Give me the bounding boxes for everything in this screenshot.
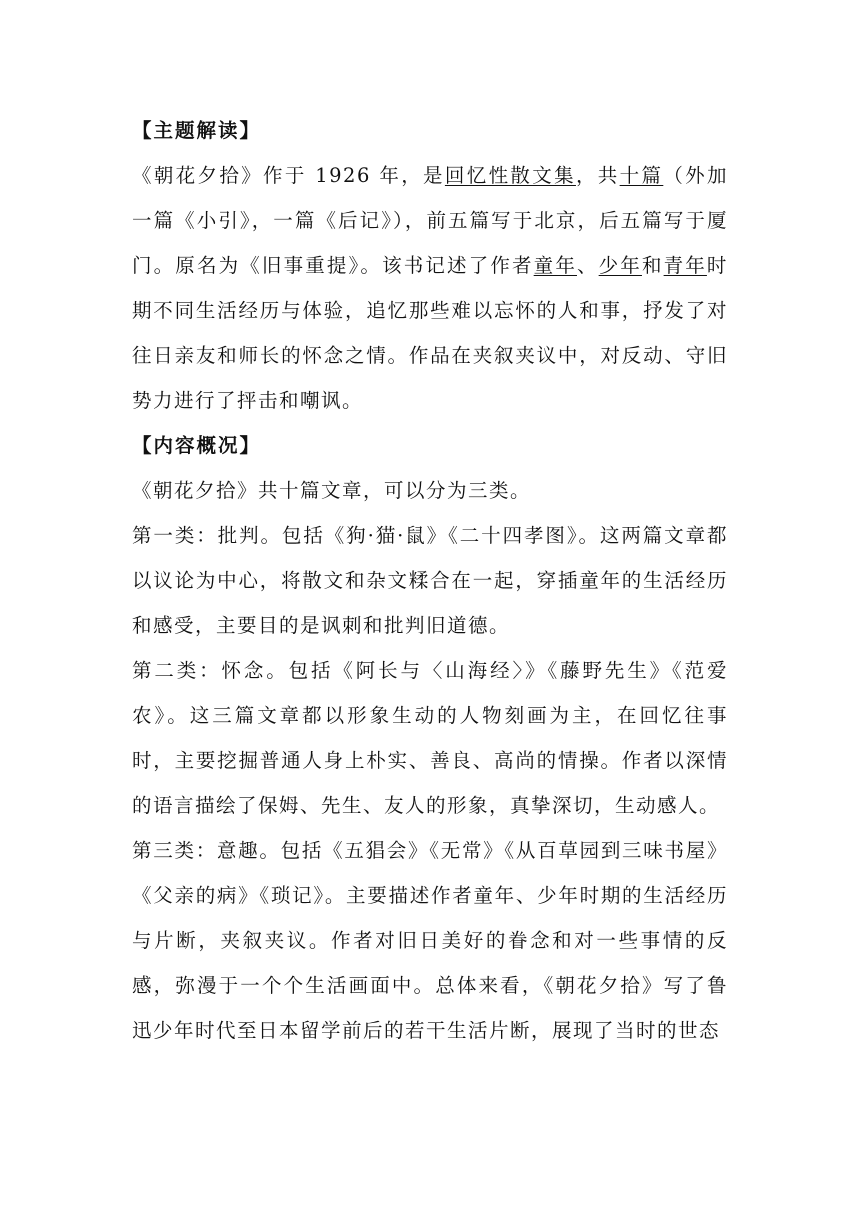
- text-run: 和: [641, 254, 664, 277]
- text-run: 时期不同生活经历与体验，追忆那些难以忘怀的人和事，抒发了对往日亲友和师长的怀念之情。作品在夹叙夹议中，对反动、守旧势力进行了抨击和嘲讽。: [132, 254, 728, 412]
- underlined-term: 回忆性散文集: [444, 164, 576, 187]
- section-heading-content: 【内容概况】: [132, 434, 262, 457]
- category-three-paragraph: 第三类：意趣。包括《五猖会》《无常》《从百草园到三味书屋》《父亲的病》《琐记》。主要描述作者童年、少年时期的生活经历与片断，夹叙夹议。作者对旧日美好的眷念和对一些事情的反感，弥漫于一个个生活画面中。总体来看，《朝花夕拾》写了鲁迅少年时代至日本留学前后的若干生活片断，展现了当时的世态: [132, 839, 728, 1042]
- text-run: ，共: [575, 164, 620, 187]
- text-run: （外加一篇《小引》，一篇《后记》），前五篇写于北京，后五篇写于厦门。原名为《旧事重提》。该书记述了作者: [132, 164, 728, 277]
- underlined-term: 童年: [533, 254, 577, 277]
- underlined-term: 青年: [663, 254, 707, 277]
- text-run: 、: [576, 254, 599, 277]
- document-page: [132, 108, 728, 1053]
- category-two-paragraph: 第二类：怀念。包括《阿长与〈山海经〉》《藤野先生》《范爱农》。这三篇文章都以形象生动的人物刻画为主，在回忆往事时，主要挖掘普通人身上朴实、善良、高尚的情操。作者以深情的语言描绘了保姆、先生、友人的形象，真挚深切，生动感人。: [132, 659, 728, 817]
- category-one-paragraph: 第一类：批判。包括《狗·猫·鼠》《二十四孝图》。这两篇文章都以议论为中心，将散文和杂文糅合在一起，穿插童年的生活经历和感受，主要目的是讽刺和批判旧道德。: [132, 524, 728, 637]
- content-intro-paragraph: 《朝花夕拾》共十篇文章，可以分为三类。: [132, 479, 532, 502]
- section-heading-theme: 【主题解读】: [132, 119, 262, 142]
- text-run: 《朝花夕拾》作于 1926 年，是: [132, 164, 445, 187]
- theme-paragraph: [132, 153, 728, 423]
- underlined-term: 少年: [598, 254, 642, 277]
- underlined-term: 十篇: [619, 164, 664, 187]
